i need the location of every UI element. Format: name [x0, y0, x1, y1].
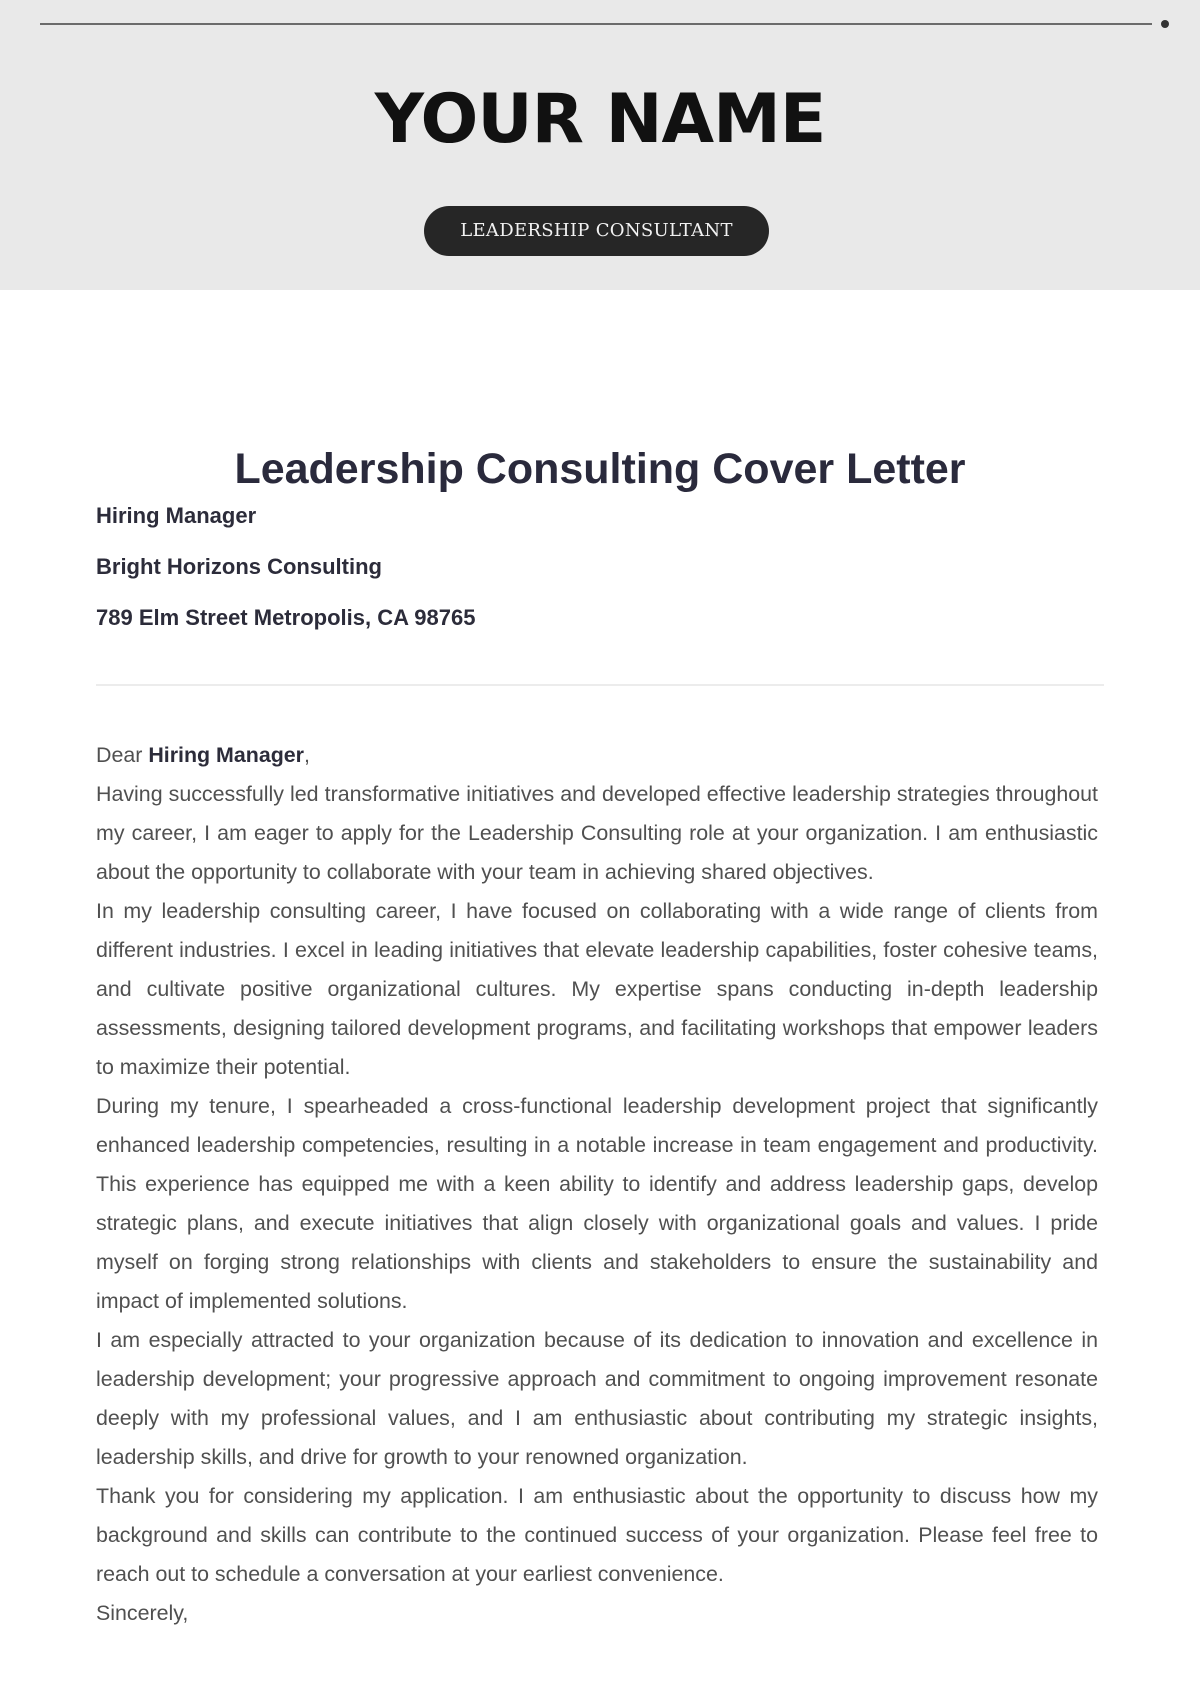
- header-rule: [40, 23, 1152, 25]
- salutation-name: Hiring Manager: [148, 743, 305, 767]
- closing: Sincerely,: [96, 1601, 189, 1625]
- recipient-name: Hiring Manager: [96, 503, 257, 528]
- role-badge: LEADERSHIP CONSULTANT: [424, 206, 769, 256]
- recipient-company: Bright Horizons Consulting: [96, 554, 382, 579]
- paragraph-3: During my tenure, I spearheaded a cross-functional leadership development project that significantly enhanced leadership competencies, resulting in a notable increase in team engagement and productivity. This experience has equipped me with a keen ability to identify and address leadership gaps, develop strategic plans, and execute initiatives that align closely with organizational goals and values. I pride myself on forging strong relationships with clients and stakeholders to ensure the sustainability and impact of implemented solutions.: [96, 1094, 1098, 1313]
- header-banner: [0, 0, 1200, 290]
- paragraph-5: Thank you for considering my application. I am enthusiastic about the opportunity to discuss how my background and skills can contribute to the continued success of your organization. Please feel free to reach out to schedule a conversation at your earliest convenience.: [96, 1484, 1098, 1586]
- paragraph-2: In my leadership consulting career, I have focused on collaborating with a wide range of clients from different industries. I excel in leading initiatives that elevate leadership capabilities, foster cohesive teams, and cultivate positive organizational cultures. My expertise spans conducting in-depth leadership assessments, designing tailored development programs, and facilitating workshops that empower leaders to maximize their potential.: [96, 899, 1098, 1079]
- recipient-block: [96, 500, 475, 653]
- recipient-address: 789 Elm Street Metropolis, CA 98765: [96, 605, 476, 630]
- header-dot: [1161, 20, 1169, 28]
- letter-body: [96, 736, 1098, 1633]
- salutation-prefix: Dear: [96, 743, 149, 767]
- section-divider: [96, 684, 1104, 686]
- letter-title: Leadership Consulting Cover Letter: [234, 445, 966, 493]
- salutation: [96, 736, 1098, 775]
- salutation-suffix: ,: [304, 743, 310, 767]
- applicant-name: YOUR NAME: [374, 80, 826, 159]
- paragraph-1: Having successfully led transformative initiatives and developed effective leadership strategies throughout my career, I am eager to apply for the Leadership Consulting role at your organization. I am enthusiastic about the opportunity to collaborate with your team in achieving shared objectives.: [96, 782, 1098, 884]
- paragraph-4: I am especially attracted to your organization because of its dedication to innovation and excellence in leadership development; your progressive approach and commitment to ongoing improvement resonate deeply with my professional values, and I am enthusiastic about contributing my strategic insights, leadership skills, and drive for growth to your renowned organization.: [96, 1328, 1098, 1469]
